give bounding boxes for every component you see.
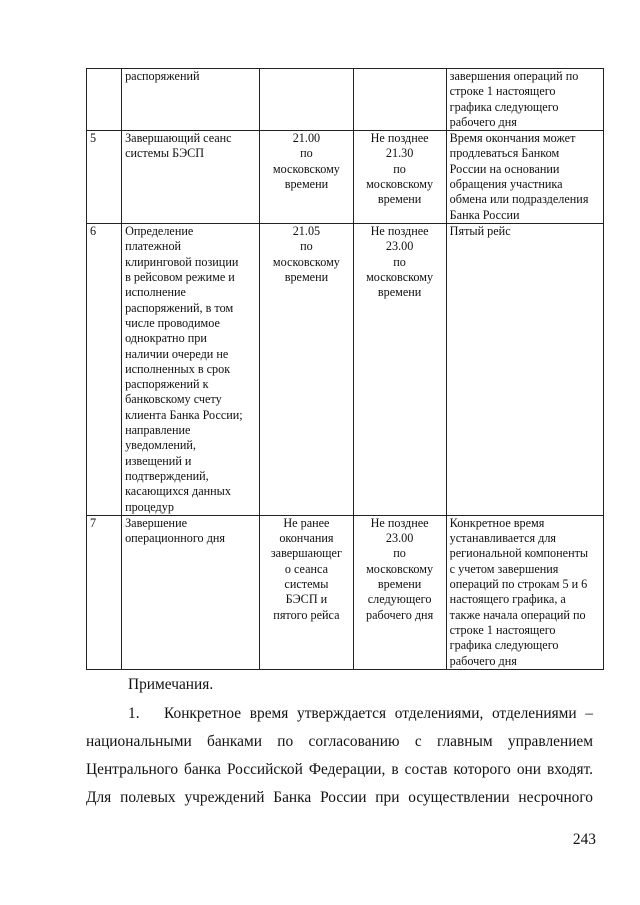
start-time-cell bbox=[260, 131, 353, 224]
schedule-table bbox=[86, 68, 604, 670]
table-row bbox=[87, 224, 604, 516]
note-text: Конкретное время устанавливается для региональной компоненты с учетом завершения операций по строкам 5 и 6 настоящего графика, а также начала операций по строке 1 настоящего графика следующего рабочего дня bbox=[449, 515, 589, 668]
row-number-cell bbox=[87, 515, 122, 669]
table-row bbox=[87, 515, 604, 669]
row-number: 5 bbox=[90, 131, 97, 146]
end-time-cell bbox=[353, 224, 446, 516]
note-cell bbox=[446, 69, 603, 131]
start-time-cell bbox=[260, 69, 353, 131]
end-time: Не позднее 23.00 по московскому времени bbox=[366, 224, 434, 300]
operation-name: распоряжений bbox=[125, 69, 200, 83]
note-line: национальными банками по согласованию с главным управлением bbox=[86, 733, 593, 750]
end-time-cell bbox=[353, 69, 446, 131]
operation-name: Завершающий сеанс системы БЭСП bbox=[125, 131, 232, 161]
row-number: 7 bbox=[90, 515, 97, 530]
note-paragraph-1 bbox=[86, 700, 593, 812]
end-time: Не позднее 21.30 по московскому времени bbox=[366, 131, 434, 207]
note-line: Для полевых учреждений Банка России при осуществлении несрочного bbox=[86, 789, 593, 806]
note-text: Пятый рейс bbox=[449, 224, 511, 239]
note-line bbox=[86, 700, 593, 728]
operation-name-cell bbox=[122, 69, 260, 131]
end-time-cell bbox=[353, 515, 446, 669]
row-number-cell bbox=[87, 224, 122, 516]
note-cell bbox=[446, 515, 603, 669]
page-number: 243 bbox=[572, 831, 596, 848]
end-time: Не позднее 23.00 по московскому времени следующего рабочего дня bbox=[365, 515, 434, 622]
operation-name: Завершение операционного дня bbox=[125, 515, 226, 546]
note-text: завершения операций по строке 1 настоящего графика следующего рабочего дня bbox=[449, 69, 579, 129]
row-number: 6 bbox=[90, 224, 97, 239]
start-time: 21.05 по московскому времени bbox=[272, 224, 340, 285]
operation-name: Определение платежной клиринговой позиции в рейсовом режиме и исполнение распоряжений, в том числе проводимое однократно при наличии очереди не исполненных в срок распоряжений к банковскому счету клиента Банка России; направление уведомлений, извещений и подтверждений, касающихся данных процедур bbox=[125, 224, 243, 514]
note-line: Центрального банка Российской Федерации, в состав которого они входят. bbox=[86, 761, 593, 778]
note-number: 1. bbox=[128, 705, 140, 722]
start-time: Не ранее окончания завершающег о сеанса системы БЭСП и пятого рейса bbox=[270, 515, 342, 622]
notes-title: Примечания. bbox=[128, 676, 214, 693]
row-number-cell bbox=[87, 69, 122, 131]
note-line-text: Конкретное время утверждается отделениями, отделениями – bbox=[164, 705, 593, 722]
start-time: 21.00 по московскому времени bbox=[272, 131, 340, 192]
start-time-cell bbox=[260, 224, 353, 516]
start-time-cell bbox=[260, 515, 353, 669]
end-time-cell bbox=[353, 131, 446, 224]
operation-name-cell bbox=[122, 131, 260, 224]
note-text: Время окончания может продлеваться Банком России на основании обращения участника обмена или подразделения Банка России bbox=[449, 131, 589, 222]
row-number-cell bbox=[87, 131, 122, 224]
operation-name-cell bbox=[122, 515, 260, 669]
table-row bbox=[87, 69, 604, 131]
note-cell bbox=[446, 224, 603, 516]
operation-name-cell bbox=[122, 224, 260, 516]
note-cell bbox=[446, 131, 603, 224]
table-row bbox=[87, 131, 604, 224]
